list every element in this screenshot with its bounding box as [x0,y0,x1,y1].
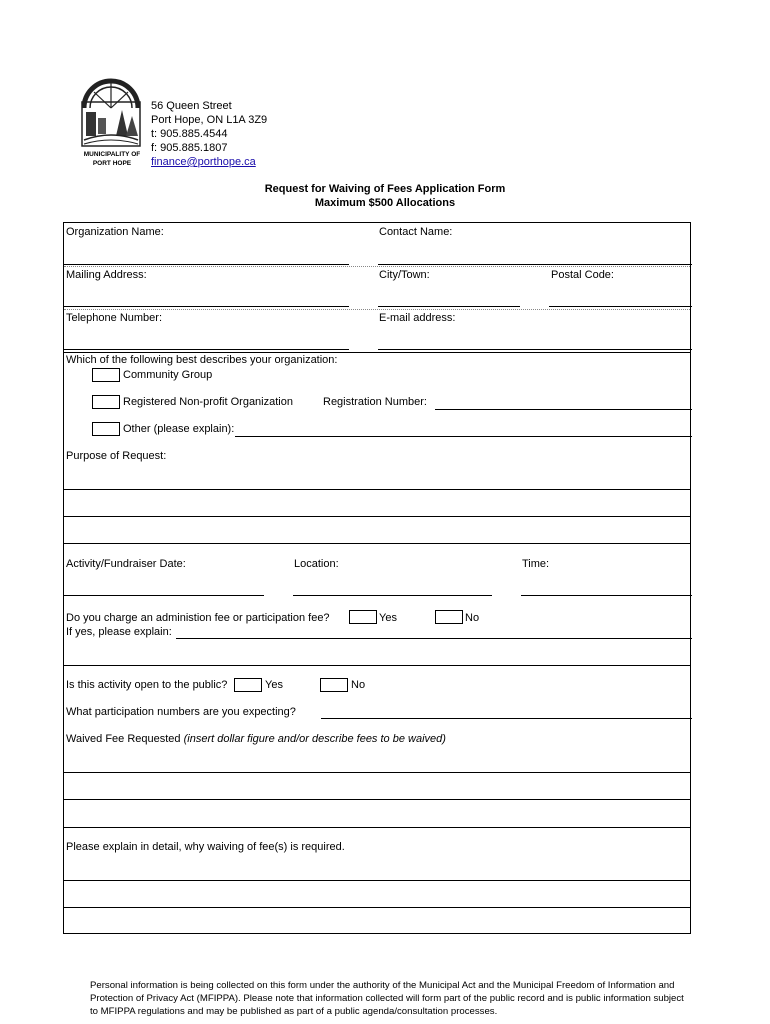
contact-name-field[interactable] [378,264,692,265]
admission-fee-no-label: No [465,612,480,624]
mailing-address-field[interactable] [64,306,349,307]
open-to-public-yes-label: Yes [265,679,283,691]
mailing-address-label: Mailing Address: [66,269,147,281]
address-city: Port Hope, ON L1A 3Z9 [151,114,268,126]
telephone-field[interactable] [64,349,349,350]
row-divider [64,266,690,267]
registration-number-field[interactable] [435,409,692,410]
waived-fee-hint: (insert dollar figure and/or describe fees to be waived) [183,733,446,745]
row-divider [64,543,690,544]
time-label: Time: [522,558,550,570]
phone-number: t: 905.885.4544 [151,128,228,140]
fax-number: f: 905.885.1807 [151,142,228,154]
waived-fee-label: Waived Fee Requested (insert dollar figure and/or describe fees to be waived) [66,733,446,745]
participation-numbers-label: What participation numbers are you expecting? [66,706,296,718]
purpose-line[interactable] [64,516,690,517]
open-to-public-no-checkbox[interactable] [320,678,348,692]
participation-numbers-field[interactable] [321,718,692,719]
city-town-field[interactable] [378,306,520,307]
activity-date-label: Activity/Fundraiser Date: [66,558,186,570]
contact-name-label: Contact Name: [379,226,453,238]
email-label: E-mail address: [379,312,456,324]
other-label: Other (please explain): [123,423,235,435]
organization-name-field[interactable] [64,264,349,265]
telephone-label: Telephone Number: [66,312,163,324]
admission-fee-no-checkbox[interactable] [435,610,463,624]
if-yes-explain-label: If yes, please explain: [66,626,172,638]
open-to-public-question: Is this activity open to the public? [66,679,228,691]
waived-fee-line[interactable] [64,799,690,800]
application-form [63,222,691,934]
row-divider [64,827,690,828]
municipality-logo [76,70,146,170]
postal-code-field[interactable] [549,306,692,307]
other-explain-field[interactable] [235,436,692,437]
nonprofit-label: Registered Non-profit Organization [123,396,293,408]
privacy-notice: Personal information is being collected on this form under the authority of the Municipal Act and the Municipal Freedom of Information and Protection of Privacy Act (MFIPPA). Please note that information collected will form part of the public record and is public information subject to MFIPPA regulations and may be published as part of a public agenda/consultation processes. [90,980,684,1017]
email-field[interactable] [378,349,692,350]
email-link[interactable]: finance@porthope.ca [151,156,256,168]
organization-name-label: Organization Name: [66,226,164,238]
open-to-public-yes-checkbox[interactable] [234,678,262,692]
row-divider [64,309,690,310]
activity-date-field[interactable] [64,595,264,596]
form-subtitle: Maximum $500 Allocations [314,197,456,209]
form-title: Request for Waiving of Fees Application Form [264,183,506,195]
purpose-line[interactable] [64,489,690,490]
admission-fee-question: Do you charge an administion fee or participation fee? [66,612,330,624]
community-group-checkbox[interactable] [92,368,120,382]
location-field[interactable] [293,595,492,596]
open-to-public-no-label: No [351,679,366,691]
purpose-label: Purpose of Request: [66,450,167,462]
waived-fee-line[interactable] [64,772,690,773]
address-street: 56 Queen Street [151,100,232,112]
org-type-question: Which of the following best describes your organization: [66,354,338,366]
explain-detail-line[interactable] [64,907,690,908]
admission-fee-yes-label: Yes [379,612,397,624]
if-yes-explain-field[interactable] [176,638,692,639]
logo-text: MUNICIPALITY OF PORT HOPE [83,151,141,167]
location-label: Location: [294,558,339,570]
nonprofit-checkbox[interactable] [92,395,120,409]
city-town-label: City/Town: [379,269,430,281]
community-group-label: Community Group [123,369,213,381]
address-block [151,99,267,169]
row-divider [64,665,690,666]
time-field[interactable] [521,595,692,596]
other-checkbox[interactable] [92,422,120,436]
explain-detail-line[interactable] [64,880,690,881]
postal-code-label: Postal Code: [551,269,614,281]
admission-fee-yes-checkbox[interactable] [349,610,377,624]
registration-number-label: Registration Number: [323,396,427,408]
explain-detail-label: Please explain in detail, why waiving of fee(s) is required. [66,841,345,853]
row-divider [64,352,690,353]
